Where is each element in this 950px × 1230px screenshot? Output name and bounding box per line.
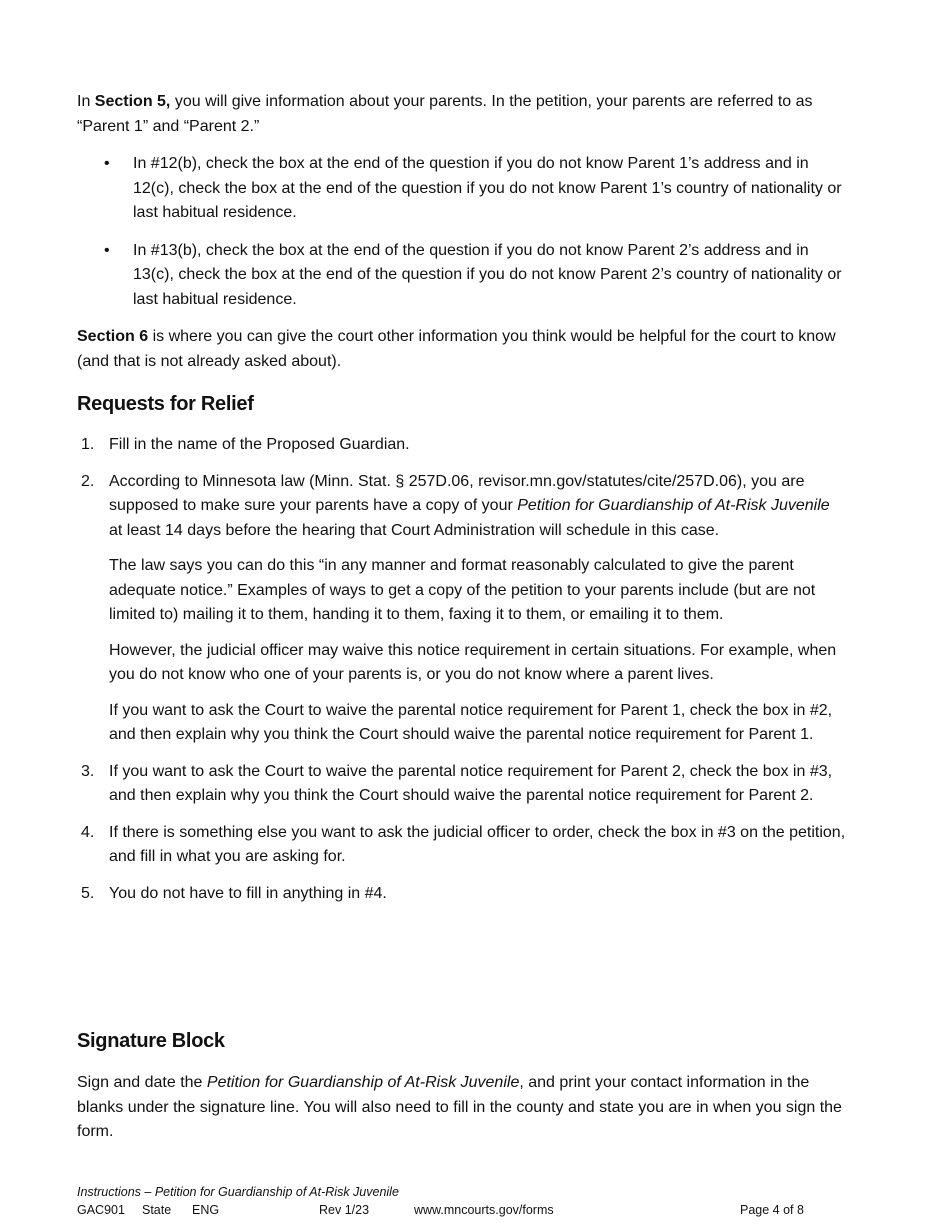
footer-url: www.mncourts.gov/forms <box>414 1203 554 1217</box>
list-item: • In #13(b), check the box at the end of the question if you do not know Parent 2’s address and in 13(c), check the box at the end of the question if you do not know Parent 2’s country of nationality or last habitual residence. <box>77 239 847 313</box>
notice-law-paragraph: The law says you can do this “in any manner and format reasonably calculated to give the parent adequate notice.” Examples of ways to get a copy of the petition to your parents include (but are not limited to) mailing it to them, handing it to them, faxing it to them, or emailing it to them. <box>109 557 816 623</box>
section6-paragraph: Section 6 is where you can give the court other information you think would be helpful for the court to know (and that is not already asked about). <box>77 328 836 370</box>
list-item: 5. You do not have to fill in anything in #4. <box>81 884 387 902</box>
list-item: 1. Fill in the name of the Proposed Guardian. <box>81 436 410 453</box>
signature-block-heading: Signature Block <box>77 1030 225 1052</box>
signature-paragraph: Sign and date the Petition for Guardianship of At-Risk Juvenile, and print your contact information in the blanks under the signature line. You will also need to fill in the county and state you are in when you sign the form. <box>77 1074 842 1140</box>
list-item: 2. According to Minnesota law (Minn. Stat. § 257D.06, revisor.mn.gov/statutes/cite/257D.06), you are supposed to make sure your parents have a copy of your Petition for Guardianship of At-Risk Juvenile at least 14 days before the hearing that Court Administration will schedule in this case. The law says you can do this “in any manner and format reasonably calculated to give the parent adequate notice.” Examples of ways to get a copy of the petition to your parents include (but are not limited to) mailing it to them, handing it to them, faxing it to them, or emailing it to them. However, the judicial officer may waive this notice requirement in certain situations. For example, when you do not know who one of your parents is, or you do not know where a parent lives. If you want to ask the Court to waive the parental notice requirement for Parent 1, check the box in #2, and then explain why you think the Court should waive the parental notice requirement for Parent 1. <box>77 470 847 748</box>
relief-list <box>77 433 847 918</box>
bullet-icon: • <box>104 241 110 259</box>
list-item: 4. If there is something else you want to ask the judicial officer to order, check the box in #3 on the petition, and fill in what you are asking for. <box>81 823 846 865</box>
petition-title: Petition for Guardianship of At-Risk Juvenile <box>206 1074 520 1091</box>
footer-page-number: Page 4 of 8 <box>740 1203 804 1217</box>
section5-intro: In Section 5, you will give information about your parents. In the petition, your parents are referred to as “Parent 1” and “Parent 2.” <box>77 93 813 135</box>
list-item: 3. If you want to ask the Court to waive the parental notice requirement for Parent 2, check the box in #3, and then explain why you think the Court should waive the parental notice requirement for Parent 2. <box>81 762 833 804</box>
footer-jurisdiction: State <box>142 1203 172 1217</box>
parent1-waiver-paragraph: If you want to ask the Court to waive the parental notice requirement for Parent 1, check the box in #2, and then explain why you think the Court should waive the parental notice requirement for Parent 1. <box>109 701 833 743</box>
footer-meta-row <box>77 1201 857 1219</box>
section5-label: Section 5, <box>94 93 171 110</box>
footer-form-code: GAC901 <box>77 1203 125 1217</box>
footer-title: Instructions – Petition for Guardianship of At-Risk Juvenile <box>77 1185 399 1199</box>
list-item: • In #12(b), check the box at the end of the question if you do not know Parent 1’s address and in 12(c), check the box at the end of the question if you do not know Parent 1’s country of nationality or last habitual residence. <box>77 152 847 226</box>
footer-revision: Rev 1/23 <box>319 1203 370 1217</box>
footer-language: ENG <box>192 1203 220 1217</box>
page-footer <box>77 1183 857 1219</box>
requests-for-relief-heading: Requests for Relief <box>77 393 254 415</box>
bullet-icon: • <box>104 155 110 172</box>
waiver-paragraph: However, the judicial officer may waive this notice requirement in certain situations. For example, when you do not know who one of your parents is, or you do not know where a parent lives. <box>109 641 837 683</box>
parent-bullet-list <box>77 152 847 325</box>
petition-title: Petition for Guardianship of At-Risk Juvenile <box>517 497 830 514</box>
section6-label: Section 6 <box>77 328 149 345</box>
